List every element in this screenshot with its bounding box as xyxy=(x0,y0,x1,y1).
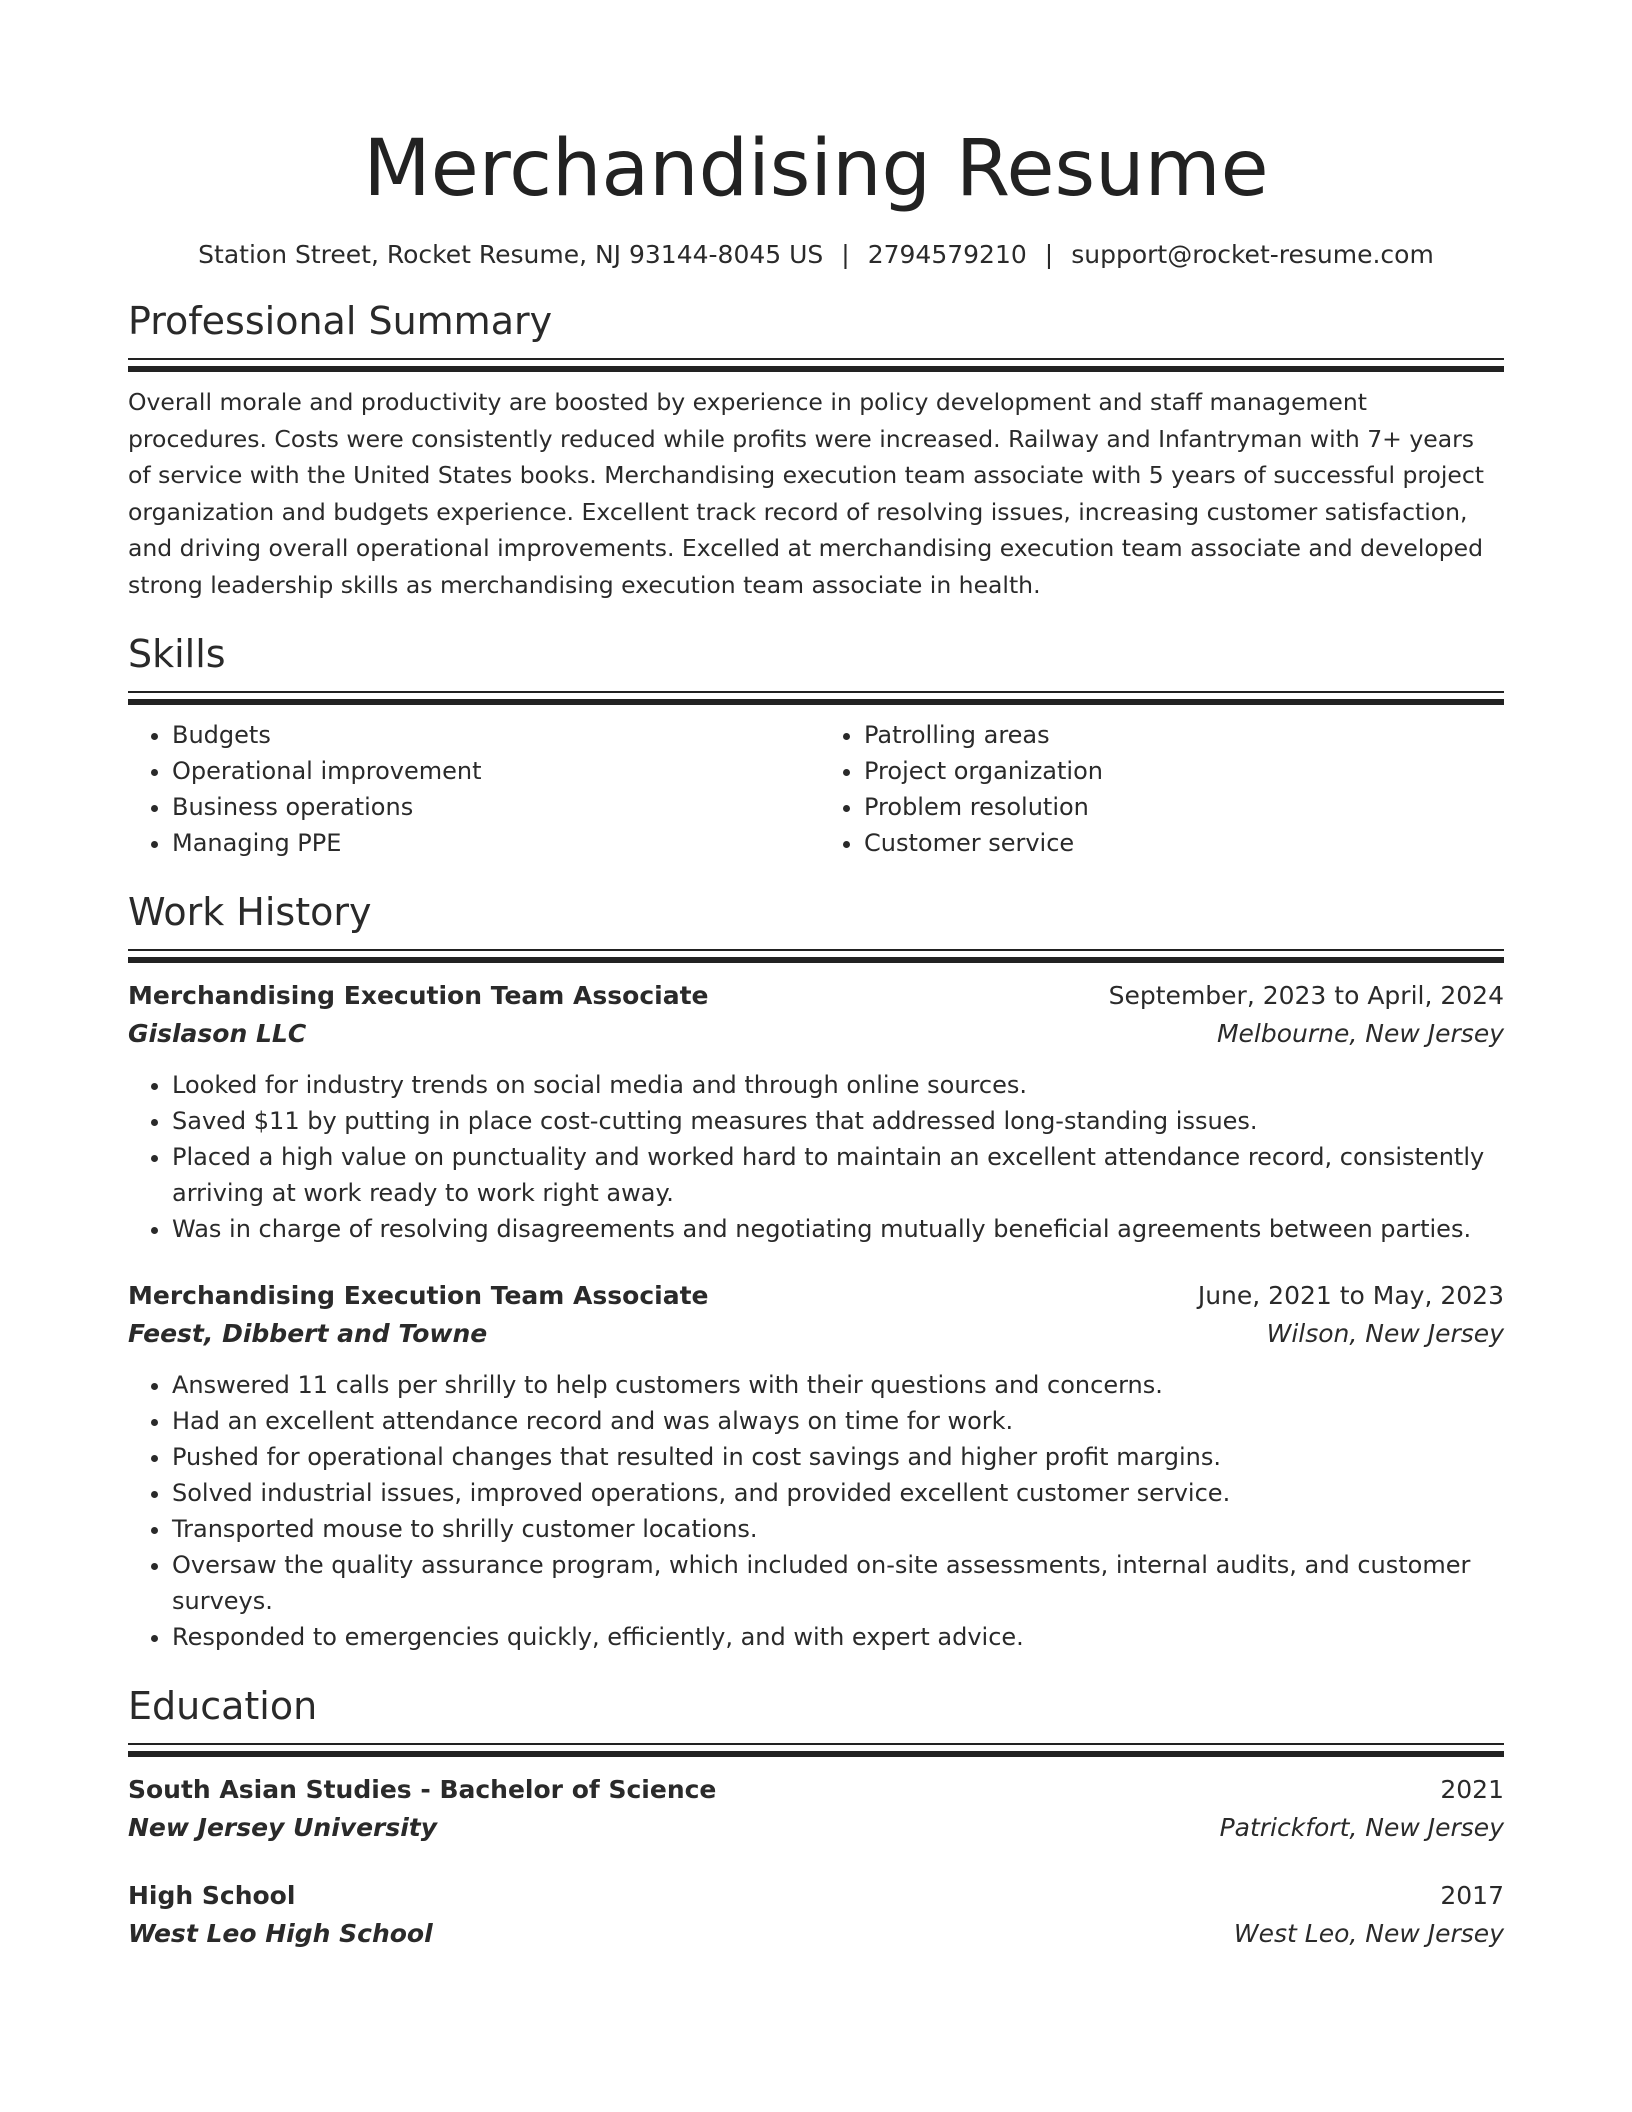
skill-item: • Customer service xyxy=(864,825,1504,861)
job-bullet: • Had an excellent attendance record and was always on time for work. xyxy=(172,1403,1504,1439)
job-header xyxy=(128,977,1504,1015)
education-degree: South Asian Studies - Bachelor of Science xyxy=(128,1775,717,1804)
contact-separator: | xyxy=(1044,240,1054,269)
summary-text: Overall morale and productivity are boosted by experience in policy development and staff management procedures. Costs were consistently reduced while profits were increased. Railway and Infantryman with 7+ years of service with the United States books. Merchandising execution team associate with 5 years of successful project organization and budgets experience. Excellent track record of resolving issues, increasing customer satisfaction, and driving overall operational improvements. Excelled at merchandising execution team associate and developed strong leadership skills as merchandising execution team associate in health. xyxy=(128,388,1485,599)
education-header xyxy=(128,1771,1504,1809)
skill-item: • Project organization xyxy=(864,753,1504,789)
skills-column-right xyxy=(816,717,1504,861)
resume-name: Merchandising Resume xyxy=(363,124,1269,214)
job-title: Merchandising Execution Team Associate xyxy=(128,981,709,1010)
job-bullets xyxy=(128,1067,1504,1247)
section-title-skills: Skills xyxy=(128,632,226,676)
education-degree: High School xyxy=(128,1881,296,1910)
job-location: Melbourne, New Jersey xyxy=(1216,1019,1504,1048)
job-location: Wilson, New Jersey xyxy=(1266,1319,1504,1348)
job-subheader xyxy=(128,1315,1504,1353)
education-location: West Leo, New Jersey xyxy=(1233,1919,1504,1948)
job-entry xyxy=(128,977,1504,1247)
section-title-summary: Professional Summary xyxy=(128,299,553,343)
education-school: New Jersey University xyxy=(128,1813,438,1842)
skill-item: • Problem resolution xyxy=(864,789,1504,825)
job-bullet: • Solved industrial issues, improved operations, and provided excellent customer service. xyxy=(172,1475,1504,1511)
job-bullet: • Placed a high value on punctuality and worked hard to maintain an excellent attendance record, consistently arriving at work ready to work right away. xyxy=(172,1139,1504,1211)
job-bullet: • Was in charge of resolving disagreements and negotiating mutually beneficial agreements between parties. xyxy=(172,1211,1504,1247)
job-bullet: • Oversaw the quality assurance program, which included on-site assessments, internal audits, and customer surveys. xyxy=(172,1547,1504,1619)
section-title-work-history: Work History xyxy=(128,890,372,934)
education-subheader xyxy=(128,1809,1504,1847)
education-subheader xyxy=(128,1915,1504,1953)
job-entry xyxy=(128,1277,1504,1655)
contact-phone: 2794579210 xyxy=(867,240,1027,269)
job-title: Merchandising Execution Team Associate xyxy=(128,1281,709,1310)
education-section xyxy=(128,1681,1504,1953)
section-title-education: Education xyxy=(128,1684,318,1728)
job-header xyxy=(128,1277,1504,1315)
education-year: 2017 xyxy=(1440,1881,1504,1910)
job-bullets xyxy=(128,1367,1504,1655)
job-bullet: • Transported mouse to shrilly customer locations. xyxy=(172,1511,1504,1547)
job-dates: June, 2021 to May, 2023 xyxy=(1197,1281,1504,1310)
contact-email: support@rocket-resume.com xyxy=(1071,240,1434,269)
education-entry xyxy=(128,1771,1504,1847)
contact-address: Station Street, Rocket Resume, NJ 93144-8045 US xyxy=(198,240,824,269)
job-dates: September, 2023 to April, 2024 xyxy=(1108,981,1504,1010)
job-bullet: • Responded to emergencies quickly, efficiently, and with expert advice. xyxy=(172,1619,1504,1655)
skills-section xyxy=(128,629,1504,861)
section-divider xyxy=(128,1743,1504,1757)
skills-list xyxy=(128,717,1504,861)
education-entry xyxy=(128,1877,1504,1953)
skill-item: • Patrolling areas xyxy=(864,717,1504,753)
job-bullet: • Looked for industry trends on social media and through online sources. xyxy=(172,1067,1504,1103)
section-divider xyxy=(128,691,1504,705)
job-company: Gislason LLC xyxy=(128,1019,307,1048)
contact-separator: | xyxy=(841,240,850,269)
education-school: West Leo High School xyxy=(128,1919,433,1948)
job-company: Feest, Dibbert and Towne xyxy=(128,1319,488,1348)
skills-column-left xyxy=(128,717,816,861)
work-history-section xyxy=(128,887,1504,1655)
resume-page xyxy=(128,120,1504,1953)
job-bullet: • Answered 11 calls per shrilly to help customers with their questions and concerns. xyxy=(172,1367,1504,1403)
summary-section xyxy=(128,296,1504,603)
education-location: Patrickfort, New Jersey xyxy=(1219,1813,1504,1842)
skill-item: • Managing PPE xyxy=(172,825,816,861)
skill-item: • Budgets xyxy=(172,717,816,753)
section-divider xyxy=(128,358,1504,372)
section-divider xyxy=(128,949,1504,963)
job-subheader xyxy=(128,1015,1504,1053)
skill-item: • Business operations xyxy=(172,789,816,825)
education-header xyxy=(128,1877,1504,1915)
job-bullet: • Pushed for operational changes that resulted in cost savings and higher profit margins. xyxy=(172,1439,1504,1475)
skill-item: • Operational improvement xyxy=(172,753,816,789)
contact-line xyxy=(128,238,1504,272)
education-year: 2021 xyxy=(1440,1775,1504,1804)
job-bullet: • Saved $11 by putting in place cost-cutting measures that addressed long-standing issues. xyxy=(172,1103,1504,1139)
